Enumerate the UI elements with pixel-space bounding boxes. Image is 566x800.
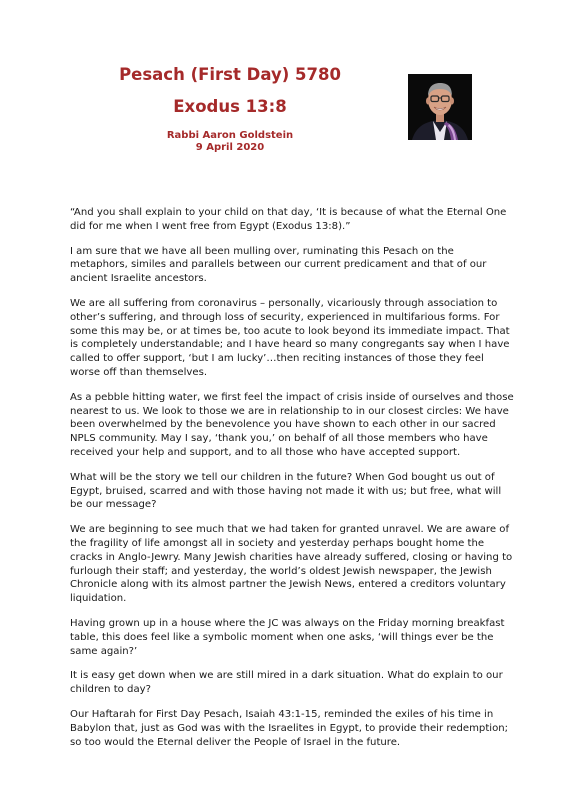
rabbi-portrait-photo-icon (408, 74, 472, 140)
document-date: 9 April 2020 (195, 142, 265, 153)
body-paragraph-7: Having grown up in a house where the JC was always on the Friday morning breakfast table, this does feel like a symbolic moment when one asks, ‘will things ever be the same again?’ (70, 617, 505, 657)
body-paragraph-2: I am sure that we have all been mulling over, ruminating this Pesach on the metaphors, similes and parallels between our current predicament and that of our ancient Israelite ancestors. (70, 245, 487, 285)
body-paragraph-4: As a pebble hitting water, we first feel the impact of crisis inside of ourselves and those nearest to us. We look to those we are in relationship to in our closest circles: We have been overwhelmed by the benevolence you have shown to each other in our sacred NPLS community. May I say, ‘thank you,’ on behalf of all those members who have received your help and support, and to all those who have accepted support. (70, 391, 514, 458)
document-header (70, 64, 390, 154)
document-body (70, 206, 514, 760)
page-title: Pesach (First Day) 5780 (119, 65, 341, 84)
author-photo (408, 74, 472, 140)
page-subtitle: Exodus 13:8 (173, 97, 287, 116)
body-paragraph-5: What will be the story we tell our children in the future? When God bought us out of Egypt, bruised, scarred and with those having not made it with us; but free, what will be our message? (70, 471, 502, 511)
body-paragraph-1: “And you shall explain to your child on that day, ‘It is because of what the Eternal One did for me when I went free from Egypt (Exodus 13:8).” (70, 207, 507, 232)
body-paragraph-6: We are beginning to see much that we had taken for granted unravel. We are aware of the fragility of life amongst all in society and yesterday perhaps bought home the cracks in Anglo-Jewry. Many Jewish charities have already suffered, closing or having to furlough their staff; and yesterday, the world’s oldest Jewish newspaper, the Jewish Chronicle along with its almost partner the Jewish News, entered a creditors voluntary liquidation. (70, 524, 513, 605)
body-paragraph-9: Our Haftarah for First Day Pesach, Isaiah 43:1-15, reminded the exiles of his time in Babylon that, just as God was with the Israelites in Egypt, to provide their redemption; so too would the Eternal deliver the People of Israel in the future. (70, 708, 509, 748)
body-paragraph-8: It is easy get down when we are still mired in a dark situation. What do explain to our children to day? (70, 670, 503, 696)
body-paragraph-3: We are all suffering from coronavirus – personally, vicariously through association to other’s suffering, and through loss of security, experienced in multifarious forms. For some this may be, or at times be, too acute to look beyond its immediate impact. That is completely understandable; and I have heard so many congregants say when I have called to offer support, ‘but I am lucky’…then reciting instances of those they feel worse off than themselves. (70, 297, 510, 378)
author-name: Rabbi Aaron Goldstein (166, 130, 294, 141)
